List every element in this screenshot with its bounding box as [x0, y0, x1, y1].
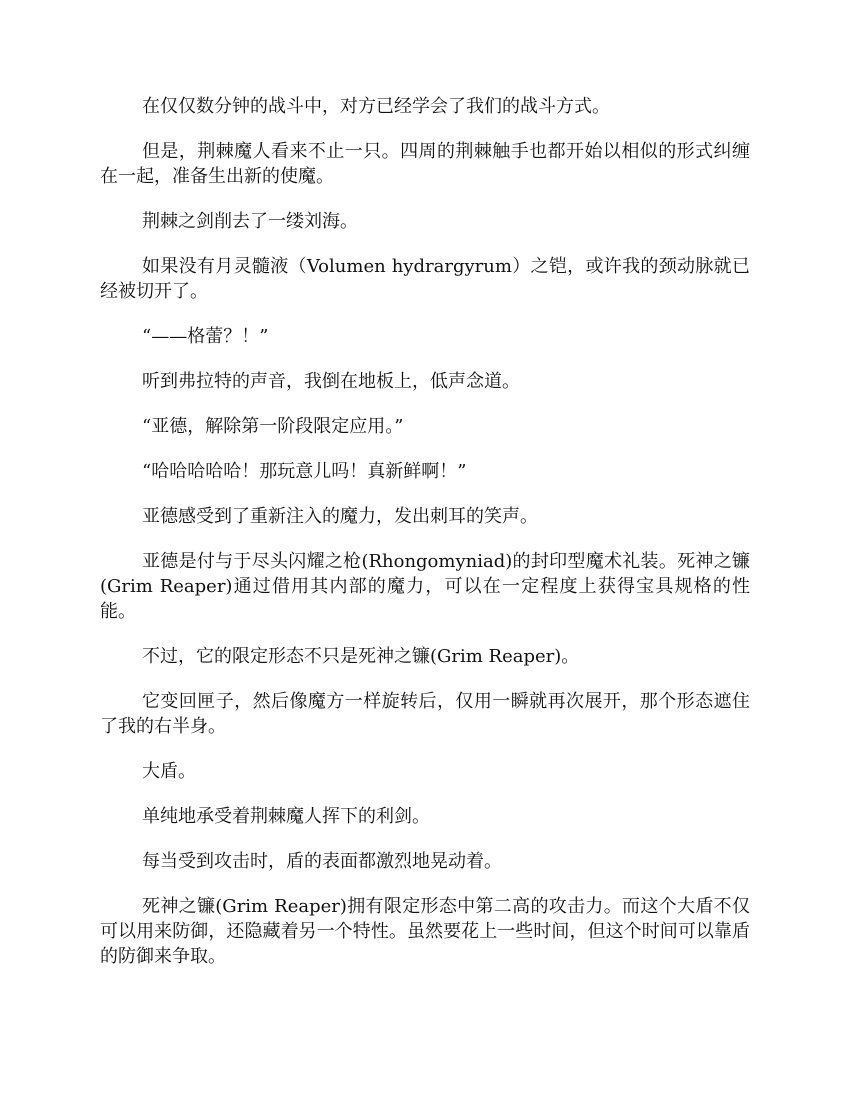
- paragraph: 如果没有月灵髓液（Volumen hydrargyrum）之铠，或许我的颈动脉就已经被切开了。: [100, 256, 750, 302]
- document-page: [100, 94, 750, 989]
- paragraph: “——格蕾？！”: [142, 326, 269, 347]
- paragraph: 大盾。: [142, 761, 196, 782]
- paragraph: “哈哈哈哈哈！那玩意儿吗！真新鲜啊！”: [142, 461, 467, 482]
- paragraph: 单纯地承受着荆棘魔人挥下的利剑。: [142, 806, 430, 827]
- paragraph: 每当受到攻击时，盾的表面都激烈地晃动着。: [142, 851, 502, 872]
- paragraph: 亚德感受到了重新注入的魔力，发出刺耳的笑声。: [142, 506, 538, 527]
- paragraph: 它变回匣子，然后像魔方一样旋转后，仅用一瞬就再次展开，那个形态遮住了我的右半身。: [100, 691, 750, 737]
- paragraph: 死神之镰(Grim Reaper)拥有限定形态中第二高的攻击力。而这个大盾不仅可以用来防御，还隐藏着另一个特性。虽然要花上一些时间，但这个时间可以靠盾的防御来争取。: [100, 896, 750, 967]
- paragraph: 不过，它的限定形态不只是死神之镰(Grim Reaper)。: [142, 646, 580, 667]
- paragraph: 但是，荆棘魔人看来不止一只。四周的荆棘触手也都开始以相似的形式纠缠在一起，准备生出新的使魔。: [100, 141, 750, 187]
- paragraph: “亚德，解除第一阶段限定应用。”: [142, 416, 404, 437]
- paragraph: 亚德是付与于尽头闪耀之枪(Rhongomyniad)的封印型魔术礼装。死神之镰(Grim Reaper)通过借用其内部的魔力，可以在一定程度上获得宝具规格的性能。: [100, 551, 750, 622]
- paragraph: 听到弗拉特的声音，我倒在地板上，低声念道。: [142, 371, 520, 392]
- paragraph: 在仅仅数分钟的战斗中，对方已经学会了我们的战斗方式。: [142, 96, 610, 117]
- paragraph: 荆棘之剑削去了一缕刘海。: [142, 211, 358, 232]
